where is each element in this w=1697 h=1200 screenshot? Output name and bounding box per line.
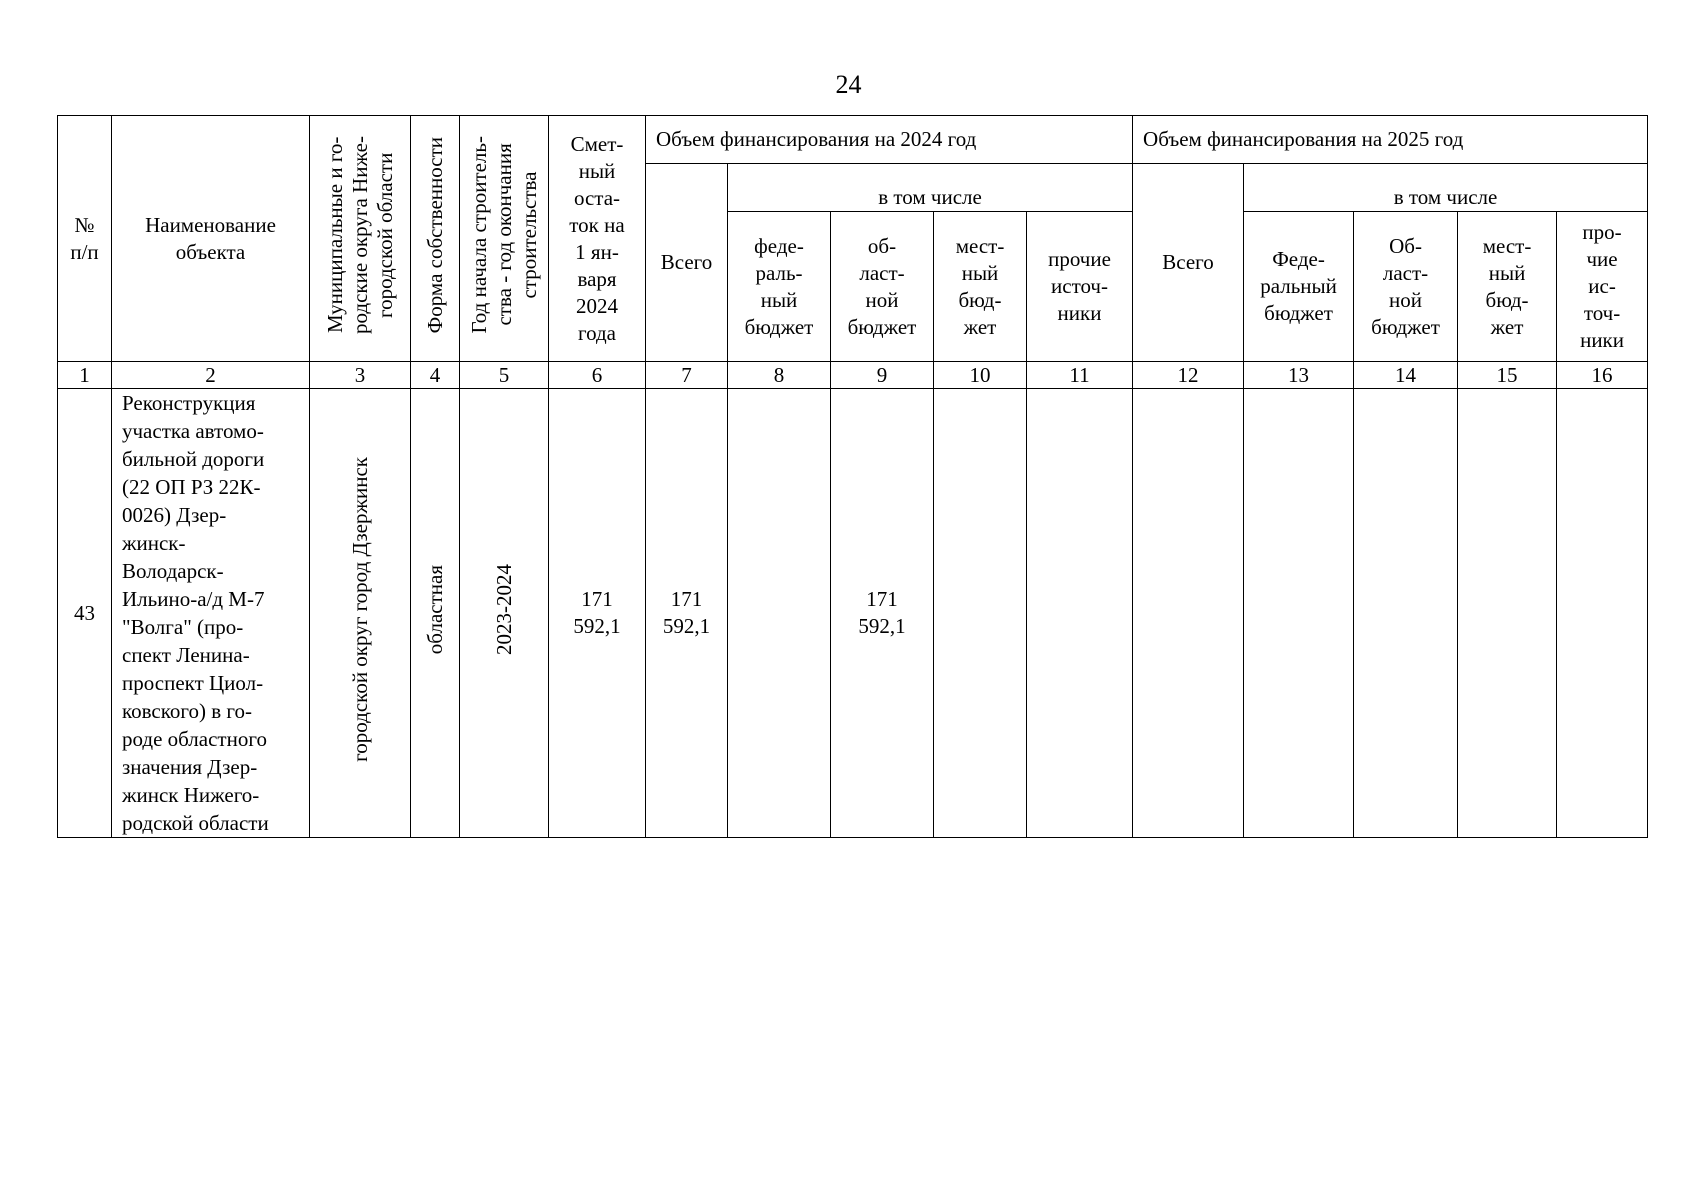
column-number: 12 xyxy=(1133,362,1244,389)
header-total-2025: Всего xyxy=(1133,164,1244,362)
column-number: 2 xyxy=(112,362,310,389)
header-loc-2025: мест- ный бюд- жет xyxy=(1458,212,1557,362)
header-reg-2025: Об- ласт- ной бюджет xyxy=(1354,212,1458,362)
header-loc-2024: мест- ный бюд- жет xyxy=(934,212,1027,362)
header-name: Наименование объекта xyxy=(112,116,310,362)
row-loc-2025 xyxy=(1458,389,1557,838)
column-number: 7 xyxy=(646,362,728,389)
row-reg-2024: 171 592,1 xyxy=(831,389,934,838)
column-number: 3 xyxy=(310,362,411,389)
column-number: 10 xyxy=(934,362,1027,389)
header-municipality-text: Муниципальные и го- родские округа Ниже- городской области xyxy=(322,136,397,334)
row-object-name: Реконструкция участка автомо- бильной дороги (22 ОП РЗ 22К- 0026) Дзер- жинск- Володарск- Ильино-а/д М-7 "Волга" (про- спект Ленина- проспект Циол- ковского) в го- роде областного значения Дзер- жинск Нижего- родской области xyxy=(112,389,310,838)
column-number: 5 xyxy=(460,362,549,389)
column-number-row xyxy=(58,362,1648,389)
header-oth-2025: про- чие ис- точ- ники xyxy=(1557,212,1648,362)
table-row xyxy=(58,389,1648,838)
column-number: 13 xyxy=(1244,362,1354,389)
header-years xyxy=(460,116,549,362)
header-fed-2024: феде- раль- ный бюджет xyxy=(728,212,831,362)
column-number: 8 xyxy=(728,362,831,389)
column-number: 15 xyxy=(1458,362,1557,389)
header-fed-2025: Феде- ральный бюджет xyxy=(1244,212,1354,362)
row-years xyxy=(460,389,549,838)
header-total-2024: Всего xyxy=(646,164,728,362)
header-incl-2024: в том числе xyxy=(728,164,1133,212)
row-municipality xyxy=(310,389,411,838)
header-ownership-text: Форма собственности xyxy=(422,136,447,334)
row-reg-2025 xyxy=(1354,389,1458,838)
header-fin-2024: Объем финансирования на 2024 год xyxy=(646,116,1133,164)
row-ownership-text: областная xyxy=(422,564,447,655)
column-number: 11 xyxy=(1027,362,1133,389)
row-remainder: 171 592,1 xyxy=(549,389,646,838)
header-municipality xyxy=(310,116,411,362)
column-number: 4 xyxy=(411,362,460,389)
header-ownership xyxy=(411,116,460,362)
financing-table xyxy=(57,115,1648,838)
column-number: 6 xyxy=(549,362,646,389)
header-oth-2024: прочие источ- ники xyxy=(1027,212,1133,362)
header-remainder: Смет- ный оста- ток на 1 ян- варя 2024 года xyxy=(549,116,646,362)
row-total-2024: 171 592,1 xyxy=(646,389,728,838)
row-no: 43 xyxy=(58,389,112,838)
header-years-text: Год начала строитель- ства - год окончания строительства xyxy=(466,136,541,334)
row-total-2025 xyxy=(1133,389,1244,838)
header-fin-2025: Объем финансирования на 2025 год xyxy=(1133,116,1648,164)
column-number: 1 xyxy=(58,362,112,389)
row-ownership xyxy=(411,389,460,838)
row-years-text: 2023-2024 xyxy=(491,564,516,655)
row-oth-2024 xyxy=(1027,389,1133,838)
row-fed-2025 xyxy=(1244,389,1354,838)
column-number: 9 xyxy=(831,362,934,389)
column-number: 16 xyxy=(1557,362,1648,389)
row-loc-2024 xyxy=(934,389,1027,838)
column-number: 14 xyxy=(1354,362,1458,389)
page-number: 24 xyxy=(835,70,862,99)
header-incl-2025: в том числе xyxy=(1244,164,1648,212)
row-oth-2025 xyxy=(1557,389,1648,838)
row-municipality-text: городской округ город Дзержинск xyxy=(347,457,372,762)
header-no: № п/п xyxy=(58,116,112,362)
row-fed-2024 xyxy=(728,389,831,838)
header-reg-2024: об- ласт- ной бюджет xyxy=(831,212,934,362)
